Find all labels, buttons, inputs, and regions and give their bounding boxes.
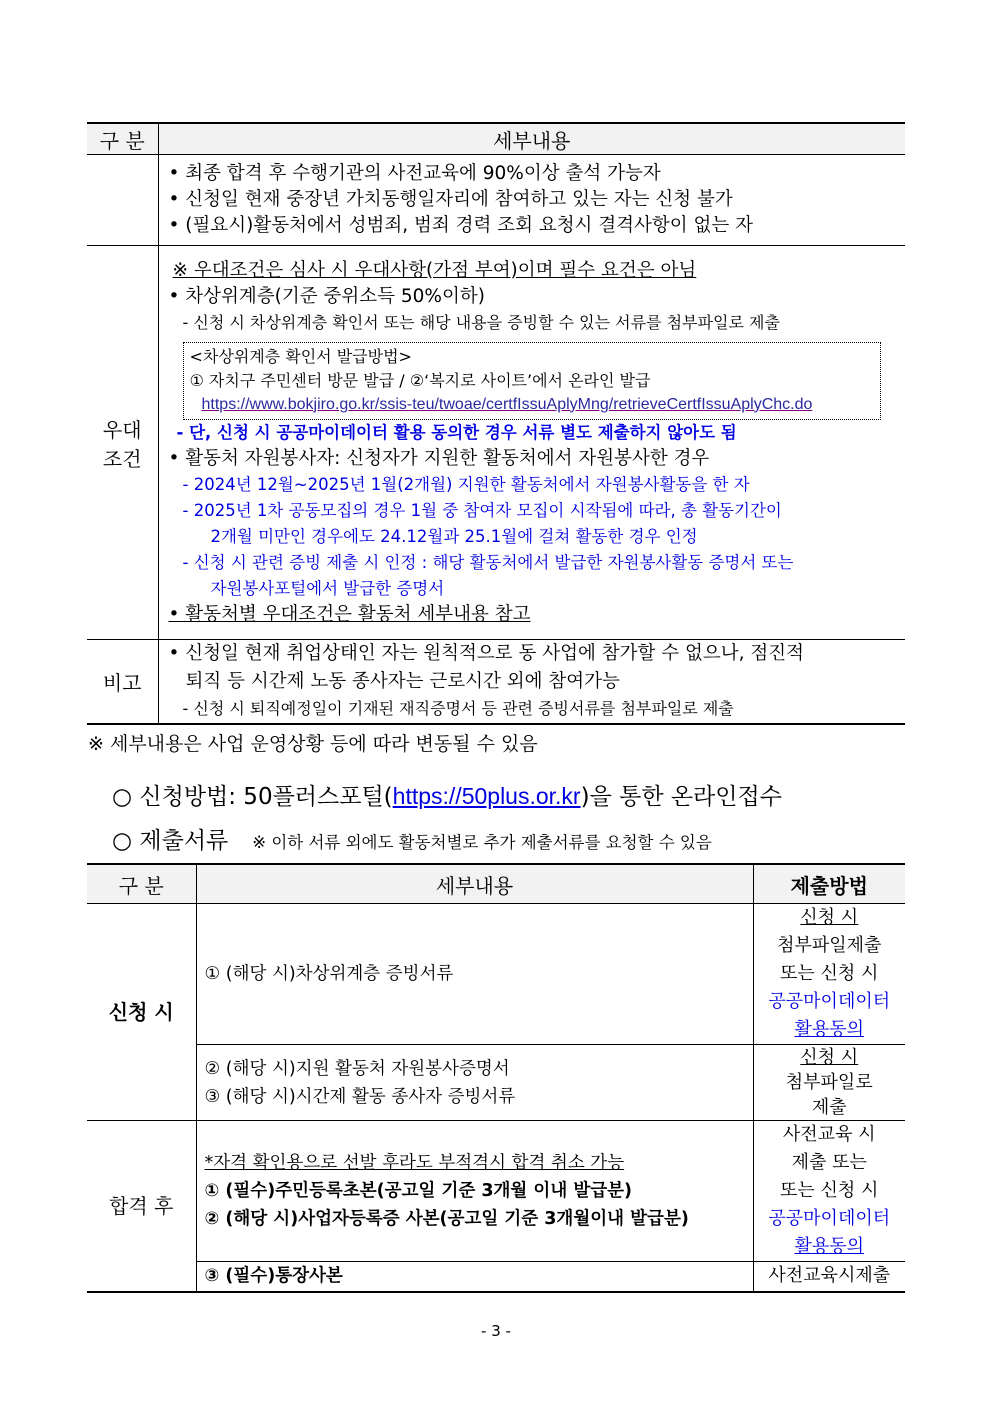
table-row — [87, 246, 905, 640]
sub-item: - 2025년 1차 공동모집의 경우 1월 중 참여자 모집이 시작됨에 따라, 총 활동기간이 — [182, 500, 782, 520]
method-line: 신청 시 — [800, 1047, 859, 1068]
sub-item: - 신청 시 퇴직예정일이 기재된 재직증명서 등 관련 증빙서류를 첨부파일로 제출 — [182, 699, 734, 719]
detail-line: ③ (해당 시)시간제 활동 종사자 증빙서류 — [204, 1086, 516, 1107]
method-line: 신청 시 — [800, 907, 859, 928]
method-line: 활용동의 — [794, 1019, 865, 1040]
bullet-item: • (필요시)활동처에서 성범죄, 범죄 경력 조회 요청시 결격사항이 없는 자 — [168, 215, 754, 236]
table-row — [87, 155, 905, 246]
method-cell — [753, 904, 905, 1045]
row-label: 조건 — [102, 446, 142, 471]
sub-item: 2개월 미만인 경우에도 24.12월과 25.1월에 걸쳐 활동한 경우 인정 — [210, 526, 698, 546]
detail-cell — [196, 1121, 753, 1262]
table-row — [87, 1121, 905, 1262]
sub-item: - 신청 시 관련 증빙 제출 시 인정 : 해당 활동처에서 발급한 자원봉사활동 증명서 또는 — [182, 552, 794, 572]
method-label: ○ 신청방법: 50플러스포털( — [112, 784, 393, 810]
table-row — [87, 1045, 905, 1121]
detail-line: ② (해당 시)사업자등록증 사본(공고일 기준 3개월이내 발급분) — [204, 1209, 689, 1229]
sub-item: 자원봉사포털에서 발급한 증명서 — [210, 578, 445, 598]
docs-note: ※ 이하 서류 외에도 활동처별로 추가 제출서류를 요청할 수 있음 — [252, 833, 712, 852]
method-line: 또는 신청 시 — [780, 963, 879, 984]
apply-method — [112, 778, 782, 811]
documents-table — [87, 863, 905, 1293]
detail-cell: ③ (필수)통장사본 — [196, 1262, 753, 1292]
method-line: 제출 — [811, 1097, 847, 1118]
bullet-text: 퇴직 등 시간제 노동 종사자는 근로시간 외에 참여가능 — [185, 671, 620, 693]
docs-title: ○ 제출서류 — [112, 828, 229, 854]
notice-text: ※ 우대조건은 심사 시 우대사항(가점 부여)이며 필수 요건은 아님 — [172, 259, 697, 281]
sub-item: - 신청 시 차상위계층 확인서 또는 해당 내용을 증빙할 수 있는 서류를 첨부파일로 제출 — [182, 312, 780, 332]
method-line: 사전교육 시 — [782, 1124, 876, 1145]
group-label: 합격 후 — [87, 1121, 196, 1292]
table-row — [87, 1262, 905, 1292]
header-category: 구 분 — [87, 123, 158, 155]
header-detail: 세부내용 — [196, 864, 753, 904]
method-line: 공공마이데이터 — [768, 991, 891, 1012]
method-cell: 사전교육시제출 — [753, 1262, 905, 1292]
bullet-item: • 신청일 현재 중장년 가치동행일자리에 참여하고 있는 자는 신청 불가 — [168, 189, 733, 210]
header-method: 제출방법 — [753, 864, 905, 904]
method-suffix: )을 통한 온라인접수 — [580, 784, 782, 810]
bullet-item: • 활동처별 우대조건은 활동처 세부내용 참고 — [168, 603, 531, 625]
header-detail: 세부내용 — [158, 123, 905, 155]
detail-line: *자격 확인용으로 선발 후라도 부적격시 합격 취소 가능 — [204, 1153, 625, 1173]
box-text: ① 자치구 주민센터 방문 발급 / ②‘복지로 사이트’에서 온라인 발급 — [189, 370, 651, 390]
method-line: 공공마이데이터 — [768, 1208, 891, 1229]
notice-text: ※ 세부내용은 사업 운영상황 등에 따라 변동될 수 있음 — [88, 733, 538, 755]
bullet-item: • 신청일 현재 취업상태인 자는 원칙적으로 동 사업에 참가할 수 없으나, 점진적 — [168, 643, 804, 665]
detail-line: ② (해당 시)지원 활동처 자원봉사증명서 — [204, 1058, 510, 1079]
bullet-item: • 최종 합격 후 수행기관의 사전교육에 90%이상 출석 가능자 — [168, 163, 661, 184]
documents-heading — [112, 822, 712, 855]
method-line: 활용동의 — [794, 1236, 865, 1257]
table-header — [87, 864, 905, 904]
method-line: 제출 또는 — [791, 1152, 867, 1173]
page-number: - 3 - — [481, 1322, 511, 1340]
bokjiro-link[interactable]: https://www.bokjiro.go.kr/ssis-teu/twoae/certfIssuAplyMng/retrieveCertfIssuAplyChc.do — [201, 395, 813, 413]
method-line: 첨부파일제출 — [777, 935, 882, 956]
row-label: 비고 — [87, 640, 158, 724]
sub-item: - 2024년 12월~2025년 1월(2개월) 지원한 활동처에서 자원봉사활동을 한 자 — [182, 474, 750, 494]
box-title: <차상위계층 확인서 발급방법> — [189, 346, 412, 366]
detail-line: ① (필수)주민등록초본(공고일 기준 3개월 이내 발급분) — [204, 1181, 633, 1201]
method-line: 또는 신청 시 — [780, 1180, 879, 1201]
method-cell — [753, 1045, 905, 1121]
info-box — [183, 342, 882, 420]
detail-cell: ① (해당 시)차상위계층 증빙서류 — [196, 904, 753, 1045]
sub-item: - 단, 신청 시 공공마이데이터 활용 동의한 경우 서류 별도 제출하지 않아도 됨 — [176, 422, 737, 442]
table-row — [87, 904, 905, 1045]
50plus-link[interactable]: https://50plus.or.kr — [392, 783, 581, 809]
bullet-item: • 차상위계층(기준 중위소득 50%이하) — [168, 285, 485, 307]
group-label: 신청 시 — [87, 904, 196, 1121]
bullet-item: • 활동처 자원봉사자: 신청자가 지원한 활동처에서 자원봉사한 경우 — [168, 447, 710, 469]
header-category: 구 분 — [87, 864, 196, 904]
method-cell — [753, 1121, 905, 1262]
method-line: 첨부파일로 — [785, 1072, 873, 1093]
row-label: 우대 — [102, 417, 142, 442]
table-row — [87, 640, 905, 724]
eligibility-table — [87, 122, 905, 725]
table-header — [87, 123, 905, 155]
detail-cell — [196, 1045, 753, 1121]
